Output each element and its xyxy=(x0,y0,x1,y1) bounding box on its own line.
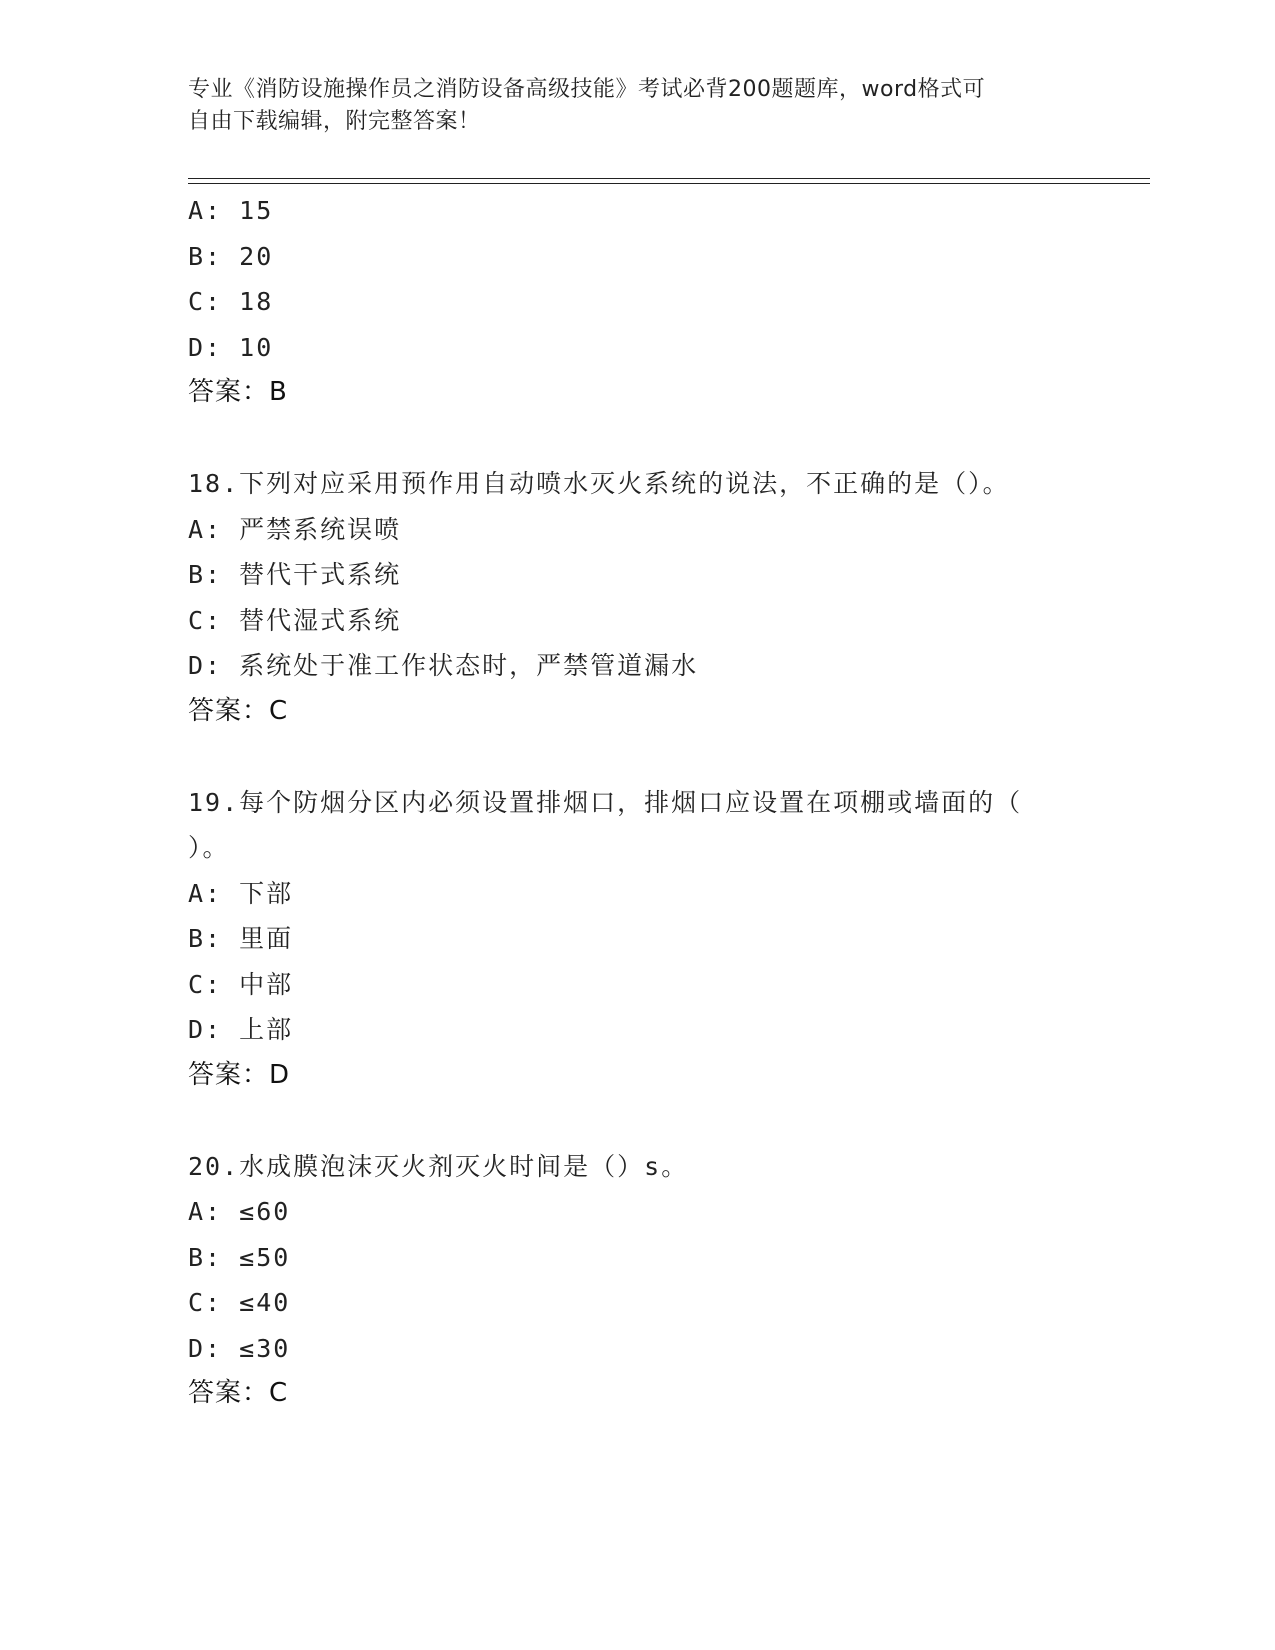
question-text: 20.水成膜泡沫灭火剂灭火时间是（）s。 xyxy=(188,1151,689,1181)
option-b: B: 里面 xyxy=(188,924,294,953)
option-d: D: 10 xyxy=(188,332,274,362)
option-b: B: 20 xyxy=(188,241,274,271)
answer: 答案：B xyxy=(188,377,288,407)
spacer xyxy=(188,1098,1088,1144)
option-d: D: ≤30 xyxy=(188,1333,291,1363)
spacer xyxy=(188,734,1088,780)
option-b: B: ≤50 xyxy=(188,1242,291,1272)
option-b: B: 替代干式系统 xyxy=(188,560,402,589)
header-divider-top xyxy=(188,178,1150,179)
option-c: C: 18 xyxy=(188,287,274,316)
question-19 xyxy=(188,780,1088,1099)
option-a: A: 15 xyxy=(188,196,274,225)
option-c: C: ≤40 xyxy=(188,1288,291,1317)
option-c: C: 替代湿式系统 xyxy=(188,605,402,635)
option-c: C: 中部 xyxy=(188,969,294,999)
question-17 xyxy=(188,188,1088,416)
answer: 答案：C xyxy=(188,1378,289,1408)
answer: 答案：C xyxy=(188,695,289,726)
question-18 xyxy=(188,461,1088,734)
answer: 答案：D xyxy=(188,1059,291,1090)
option-a: A: ≤60 xyxy=(188,1197,291,1226)
question-text-line-2: ）。 xyxy=(188,833,230,862)
question-20 xyxy=(188,1144,1088,1417)
spacer xyxy=(188,416,1088,462)
header-line-1: 专业《消防设施操作员之消防设备高级技能》考试必背200题题库，word格式可 xyxy=(188,77,986,102)
option-d: D: 系统处于准工作状态时，严禁管道漏水 xyxy=(188,651,699,680)
option-a: A: 严禁系统误喷 xyxy=(188,514,402,544)
header-divider-bottom xyxy=(188,183,1150,184)
header-line-2: 自由下载编辑，附完整答案！ xyxy=(188,109,481,134)
question-text-line-1: 19.每个防烟分区内必须设置排烟口，排烟口应设置在项棚或墙面的（ xyxy=(188,787,1023,817)
document-header xyxy=(188,74,1068,138)
question-list xyxy=(188,188,1088,1417)
question-text: 18.下列对应采用预作用自动喷水灭火系统的说法，不正确的是（）。 xyxy=(188,469,1010,498)
option-a: A: 下部 xyxy=(188,878,294,908)
option-d: D: 上部 xyxy=(188,1015,294,1044)
